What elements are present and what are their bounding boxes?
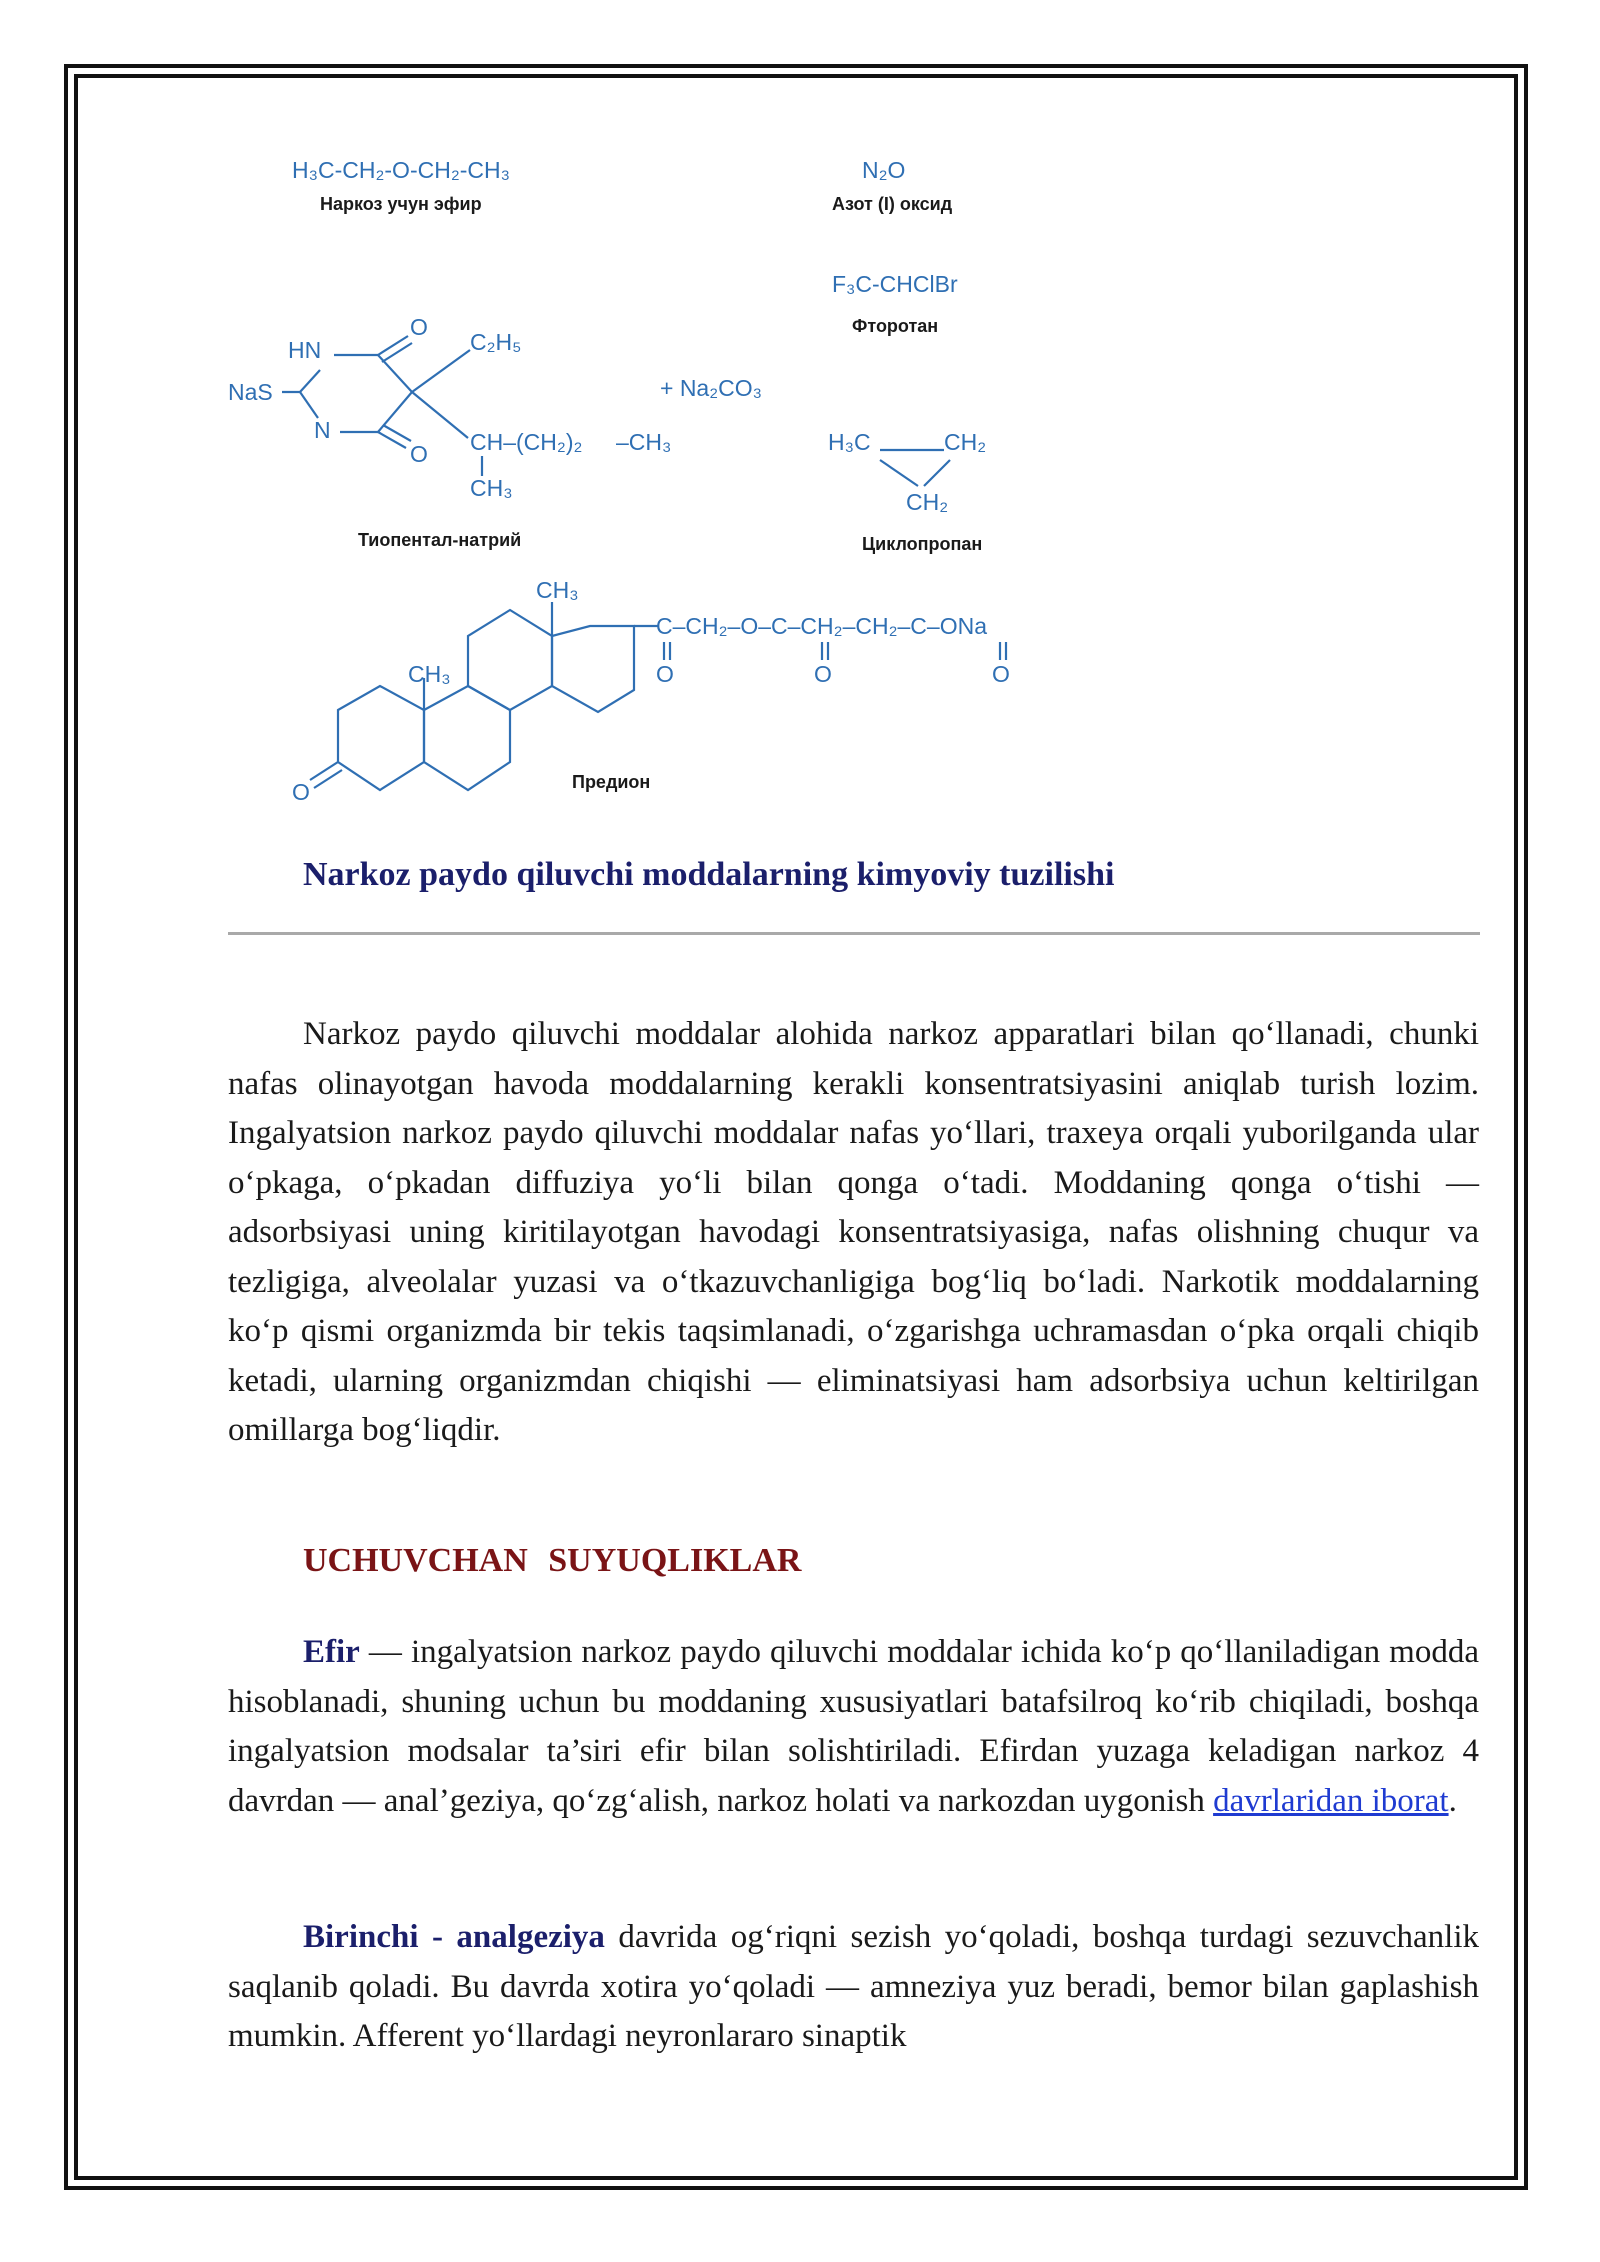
thiopental-o-bottom: O: [410, 441, 428, 467]
cyclopropane-ch2-right: CH₂: [944, 429, 987, 455]
ftorotan-caption: Фторотан: [852, 316, 939, 336]
cyclopropane-structure: [880, 450, 950, 486]
thiopental-nas: NaS: [228, 379, 273, 405]
chemical-structures-figure: [0, 0, 1600, 840]
thiopental-caption: Тиопентал-натрий: [358, 530, 522, 550]
nitrous-oxide-caption: Азот (I) оксид: [832, 194, 953, 214]
thiopental-n: N: [314, 417, 331, 443]
ftorotan-formula: F₃C-CHClBr: [832, 271, 958, 297]
paragraph-1-text: Narkoz paydo qiluvchi moddalar alohida narkoz apparatlari bilan qo‘llanadi, chunki nafas olinayotgan havoda moddalarning kerakli konsentratsiyasini aniqlab turish lozim. Ingalyatsion narkoz paydo qiluvchi moddalar nafas yo‘llari, traxeya orqali yuborilganda ular o‘pkaga, o‘pkadan diffuziya yo‘li bilan qonga o‘tadi. Moddaning qonga o‘tishi — adsorbsiyasi uning kiritilayotgan havodagi konsentratsiyasiga, nafas olishning chuqur va tezligiga, alveolalar yuzasi va o‘tkazuvchanligiga bog‘liq bo‘ladi. Narkotik moddalarning ko‘p qismi organizmda bir tekis taqsimlanadi, o‘zgarishga uchramasdan o‘pka orqali chiqib ketadi, ularning organizmdan chiqishi — eliminatsiyasi ham adsorbsiya uchun keltirilgan omillarga bog‘liqdir.: [228, 1016, 1479, 1448]
ether-formula: H₃C-CH₂-O-CH₂-CH₃: [292, 157, 510, 183]
davrlaridan-iborat-link[interactable]: davrlaridan iborat: [1213, 1782, 1449, 1819]
term-birinchi-analgeziya: Birinchi - analgeziya: [303, 1919, 605, 1955]
predion-ch3-mid: CH₃: [408, 661, 451, 687]
figure-title: Narkoz paydo qiluvchi moddalarning kimyoviy tuzilishi: [303, 856, 1115, 893]
thiopental-o-top: O: [410, 314, 428, 340]
thiopental-ch-chain: CH–(CH₂)₂: [470, 429, 583, 455]
ether-caption: Наркоз учун эфир: [320, 194, 482, 214]
thiopental-ch3-branch: CH₃: [470, 475, 513, 501]
nitrous-oxide-formula: N₂O: [862, 157, 906, 183]
thiopental-ch3-end: –CH₃: [616, 429, 672, 455]
term-efir: Efir: [303, 1634, 360, 1670]
predion-caption: Предион: [572, 772, 651, 792]
paragraph-2-end: .: [1448, 1782, 1457, 1819]
paragraph-2: [228, 1628, 1479, 1826]
predion-o-ketone: O: [292, 779, 310, 805]
cyclopropane-caption: Циклопропан: [862, 534, 983, 554]
predion-o2: O: [814, 661, 832, 687]
paragraph-3: [228, 1913, 1479, 2062]
horizontal-divider: [228, 932, 1480, 935]
predion-ch3-top: CH₃: [536, 577, 579, 603]
paragraph-3-text: davrida og‘riqni sezish yo‘qoladi, boshqa turdagi sezuvchanlik saqlanib qoladi. Bu davrda xotira yo‘qoladi — amneziya yuz beradi, bemor bilan gaplashish mumkin. Afferent yo‘llardagi neyronlararo sinaptik: [228, 1919, 1479, 2054]
thiopental-hn: HN: [288, 337, 322, 363]
predion-o3: O: [992, 661, 1010, 687]
paragraph-1: [228, 1010, 1479, 1456]
section-heading: UCHUVCHAN SUYUQLIKLAR: [303, 1542, 802, 1579]
predion-chain: C–CH₂–O–C–CH₂–CH₂–C–ONa: [656, 613, 987, 639]
na2co3-label: + Na₂CO₃: [660, 375, 763, 401]
thiopental-c2h5: C₂H₅: [470, 329, 522, 355]
cyclopropane-ch2-bottom: CH₂: [906, 489, 949, 515]
cyclopropane-h3c: H₃C: [828, 429, 871, 455]
paragraph-2-text: — ingalyatsion narkoz paydo qiluvchi moddalar ichida ko‘p qo‘llaniladigan modda hisoblanadi, shuning uchun bu moddaning xususiyatlari batafsilroq ko‘rib chiqiladi, boshqa ingalyatsion modsalar ta’siri efir bilan solishtiriladi. Efirdan yuzaga keladigan narkoz 4 davrdan — anal’geziya, qo‘zg‘alish, narkoz holati va narkozdan uygonish: [228, 1634, 1479, 1819]
predion-o1: O: [656, 661, 674, 687]
